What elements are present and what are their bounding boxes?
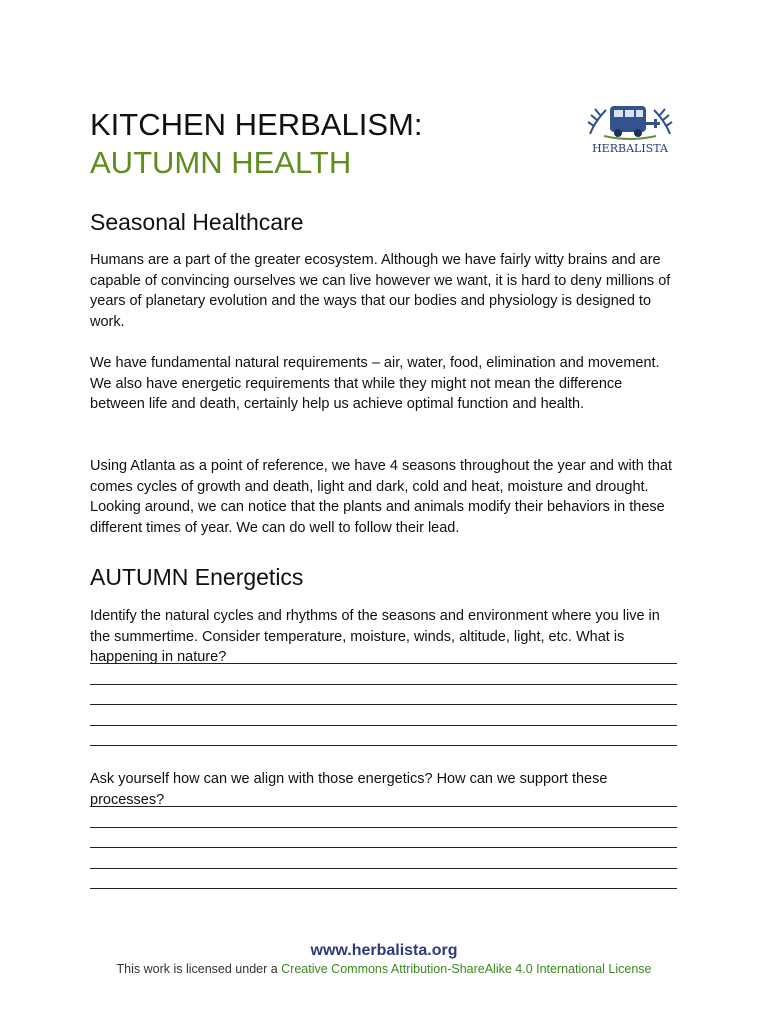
title-line-1: KITCHEN HERBALISM: <box>90 107 423 142</box>
footer-license <box>0 962 768 976</box>
answer-line[interactable] <box>90 725 677 726</box>
answer-line[interactable] <box>90 847 677 848</box>
answer-line[interactable] <box>90 663 677 664</box>
license-link[interactable]: Creative Commons Attribution-ShareAlike 4.0 International License <box>281 962 652 976</box>
paragraph-1: Humans are a part of the greater ecosystem. Although we have fairly witty brains and are capable of convincing ourselves we can live however we want, it is hard to deny millions of years of planetary evolution and the ways that our bodies and physiology is designed to work. <box>90 252 671 330</box>
answer-line[interactable] <box>90 806 677 807</box>
herbalista-logo <box>584 96 676 156</box>
answer-line[interactable] <box>90 888 677 889</box>
answer-line[interactable] <box>90 827 677 828</box>
paragraph-3: Using Atlanta as a point of reference, we have 4 seasons throughout the year and with that comes cycles of growth and death, light and dark, cold and heat, moisture and drought. Looking around, we can notice that the plants and animals modify their behaviors in these different times of year. We can do well to follow their lead. <box>90 458 672 536</box>
section-heading-seasonal: Seasonal Healthcare <box>90 209 304 235</box>
question-2: Ask yourself how can we align with those energetics? How can we support these processes? <box>90 771 608 808</box>
title-line-2: AUTUMN HEALTH <box>90 145 352 180</box>
herbalista-logo-icon <box>584 96 676 156</box>
section-heading-energetics: AUTUMN Energetics <box>90 564 304 590</box>
answer-line[interactable] <box>90 684 677 685</box>
paragraph-2: We have fundamental natural requirements – air, water, food, elimination and movement. We also have energetic requirements that while they might not mean the difference between life and death, certainly help us achieve optimal function and health. <box>90 355 660 412</box>
logo-wordmark: HERBALISTA <box>592 142 668 155</box>
answer-line[interactable] <box>90 745 677 746</box>
answer-line[interactable] <box>90 868 677 869</box>
page-title <box>90 106 422 182</box>
answer-line[interactable] <box>90 704 677 705</box>
footer-website-link[interactable]: www.herbalista.org <box>310 942 458 959</box>
answer-lines-2 <box>90 806 677 909</box>
answer-lines-1 <box>90 663 677 766</box>
question-1: Identify the natural cycles and rhythms of the seasons and environment where you live in the summertime. Consider temperature, moisture, winds, altitude, light, etc. What is happening in nature? <box>90 608 660 665</box>
license-prefix: This work is licensed under a <box>116 962 282 976</box>
